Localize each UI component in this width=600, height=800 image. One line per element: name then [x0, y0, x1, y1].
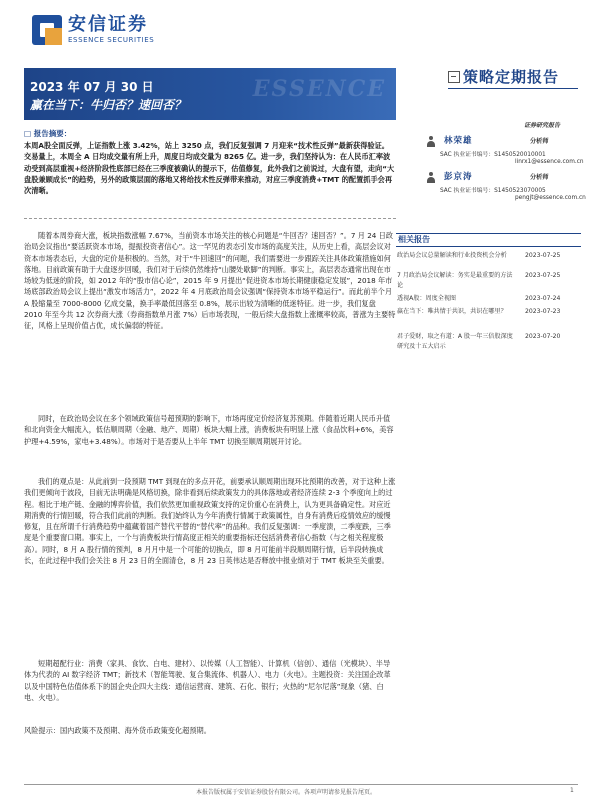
risk-warning: 风险提示：国内政策不及预期、海外货币政策变化超预期。	[24, 726, 211, 735]
person-icon	[426, 172, 436, 183]
report-type	[448, 66, 559, 87]
analyst-role: 分析师	[530, 138, 549, 145]
related-report-title[interactable]: 赢在当下：唯共情于共识，共识在哪里？	[397, 308, 507, 315]
report-category: 证券研究报告	[524, 122, 561, 129]
banner-watermark: ESSENCE	[252, 76, 386, 102]
analyst-sac: SAC 执业证书编号：S1450523070005	[440, 188, 546, 194]
body-paragraph-4: 短期超配行业：消费（家具、食饮、白电、建材）、以传媒（人工智能）、计算机（信创）、通信（光模块）、半导体为代表的 AI 数字经济 TMT；新技术（智能驾驶、复合集流体、机器人）、电力（火电）。主题投资：关注国企改革以及中国特色估值体系下的国企央企四大主线：通信运营商、建筑、石化、银行；火热的“尼尔尼落”现象（猪、白电、火电）。	[24, 659, 391, 702]
related-reports-heading: 相关报告	[396, 233, 581, 247]
analyst-email[interactable]: linrx1@essence.com.cn	[515, 159, 584, 165]
title-banner	[24, 68, 396, 120]
report-title: 赢在当下：牛归否？速回否？	[30, 98, 187, 112]
related-report-date: 2023-07-23	[525, 308, 561, 315]
analyst-name: 林荣雄	[444, 136, 473, 146]
analyst-sac: SAC 执业证书编号：S1450520010001	[440, 152, 546, 158]
related-report-date: 2023-07-24	[525, 295, 561, 302]
report-type-label: 策略定期报告	[463, 68, 560, 86]
page-number: 1	[570, 787, 574, 794]
summary-heading: □ 报告摘要：	[24, 129, 72, 138]
related-report-date: 2023-07-20	[525, 333, 561, 340]
body-paragraph-1: 随着本周券商大涨，板块指数涨幅 7.67%，当前资本市场关注的核心问题是“牛回否？速回否？”。7 月 24 日政治局会议指出“要活跃资本市场，提振投资者信心”。这一罕见的表态引发市场的高度关注，从历史上看，高层会议对资本市场表态后，大盘的定价是积极的。当然，对于“牛回速回”的问题，我们需要进一步跟踪关注具体政策措施如何落地。目前政策有助于大盘逐步回暖，我们对于后续仍然维持“山腰处歇脚”的判断。事实上，高层表态通常出现在市场较为低迷的阶段，如 2012 年的“股市信心论”，2015 年 9 月提出“促进资本市场长期健康稳定发展”，2018 年市场底部政治局会议上提出“激发市场活力”，2022 年 4 月底政治局会议强调“保持资本市场平稳运行”。而此前半个月 A 股缩量至 7000-8000 亿成交量，换手率最低回落至 0.8%，展示出较为清晰的低迷特征。进一步，我们复盘 2010 年至今共 12 次券商大涨（券商指数单月涨 7%）后市场表现，一般后续大盘指数上涨概率较高，普涨为主要特征，风格上呈现价值占优，成长偏弱的特征。	[24, 231, 396, 331]
related-report-date: 2023-07-25	[525, 252, 561, 259]
logo-icon	[32, 15, 62, 45]
related-report-date: 2023-07-25	[525, 272, 561, 279]
logo-name-cn: 安信证券	[68, 14, 148, 35]
analyst-email[interactable]: pengjt@essence.com.cn	[515, 195, 586, 201]
footer-disclaimer: 本报告版权属于安信证券股份有限公司。各项声明请参见报告尾页。	[196, 789, 377, 796]
logo-name-en: ESSENCE SECURITIES	[68, 36, 155, 44]
related-report-title[interactable]: 透视A股：周度全视图	[397, 295, 457, 302]
person-icon	[426, 136, 436, 147]
related-report-title[interactable]: 君子爱财，取之有道：A 股一年三倍股深度研究及十五大启示	[397, 333, 513, 350]
analyst-role: 分析师	[530, 174, 549, 181]
related-report-title[interactable]: 政治局会议总量解读和行业投资机会分析	[397, 252, 507, 259]
body-paragraph-3: 我们的观点是：从此前到一段预期 TMT 到现在的多点开花，前要承认顺周期出现环比预期的改善，对于这种上涨我们更倾向于波段，目前无法明确是风格切换，除非看到后续政策发力的具体落地或者经济连续 2-3 个季度向上的过程。相比于地产链、金融的博弈价值，我们依然更加重视政策支持的定价重心在消费上，认为更具备确定性。对应近期消费的行情回暖，符合我们此前的判断。我们始终认为今年消费行情属于政策属性，自身有消费后疫情效应的缓慢修复，且在所谓千行消费趋势中蕴藏着国产替代平替的“替代率”的品种。我们反复强调：一季度溃，二季度跌，三季度是个重要窗口期。事实上，一个与消费板块行情高度正相关的重要指标还包括消费者信心指数（与之相关程度极高）。同时，8 月 A 股行情的预判，8 月月中是一个可能的切换点，即 8 月可能前半段顺周期行情，后半段转换成长，在此过程中我们会关注 8 月 23 日的全面清仓，8 月 23 日英伟达是否释放中报业绩对于 TMT 板块至关重要。	[24, 477, 396, 566]
company-logo	[32, 10, 154, 50]
divider	[448, 88, 578, 89]
summary-text: 本周A股全面反弹，上证指数上涨 3.42%，站上 3250 点，我们反复强调 7 月迎来“技术性反弹”最新获得验证。交易量上，本周全 A 日均成交量有所上升，周度日均成交量为 8265 亿。进一步，我们坚持认为：在人民币汇率波动受到高层重视+经济阶段性底部已经在三季度被确认的提示下，估值修复，此外我们之前说过，大盘有望，走向“大盘股兼顾成长”的趋势，另外的政策层面的落地又将给技术性反弹带来推动，对应三季度消费+TMT 的配置抓手会再次清晰。	[24, 141, 395, 196]
related-report-title[interactable]: 7 月政治局会议解读：务实是最重要的方法论	[397, 272, 513, 289]
report-date: 2023 年 07 月 30 日	[30, 80, 154, 94]
footer-divider	[24, 784, 578, 785]
body-paragraph-2: 同时，在政治局会议在多个领域政策信号超预期的影响下，市场再度定价经济复苏预期。伴随着近期人民币升值和北向资金大幅流入，低估顺周期（金融、地产、周期）板块大幅上涨，消费板块有明显上涨（食品饮料+6%，美容护理+4.59%，家电+3.48%）。市场对于是否要从上半年 TMT 切换至顺周期展开讨论。	[24, 414, 394, 446]
analyst-name: 彭京涛	[444, 172, 473, 182]
document-icon	[448, 71, 460, 83]
